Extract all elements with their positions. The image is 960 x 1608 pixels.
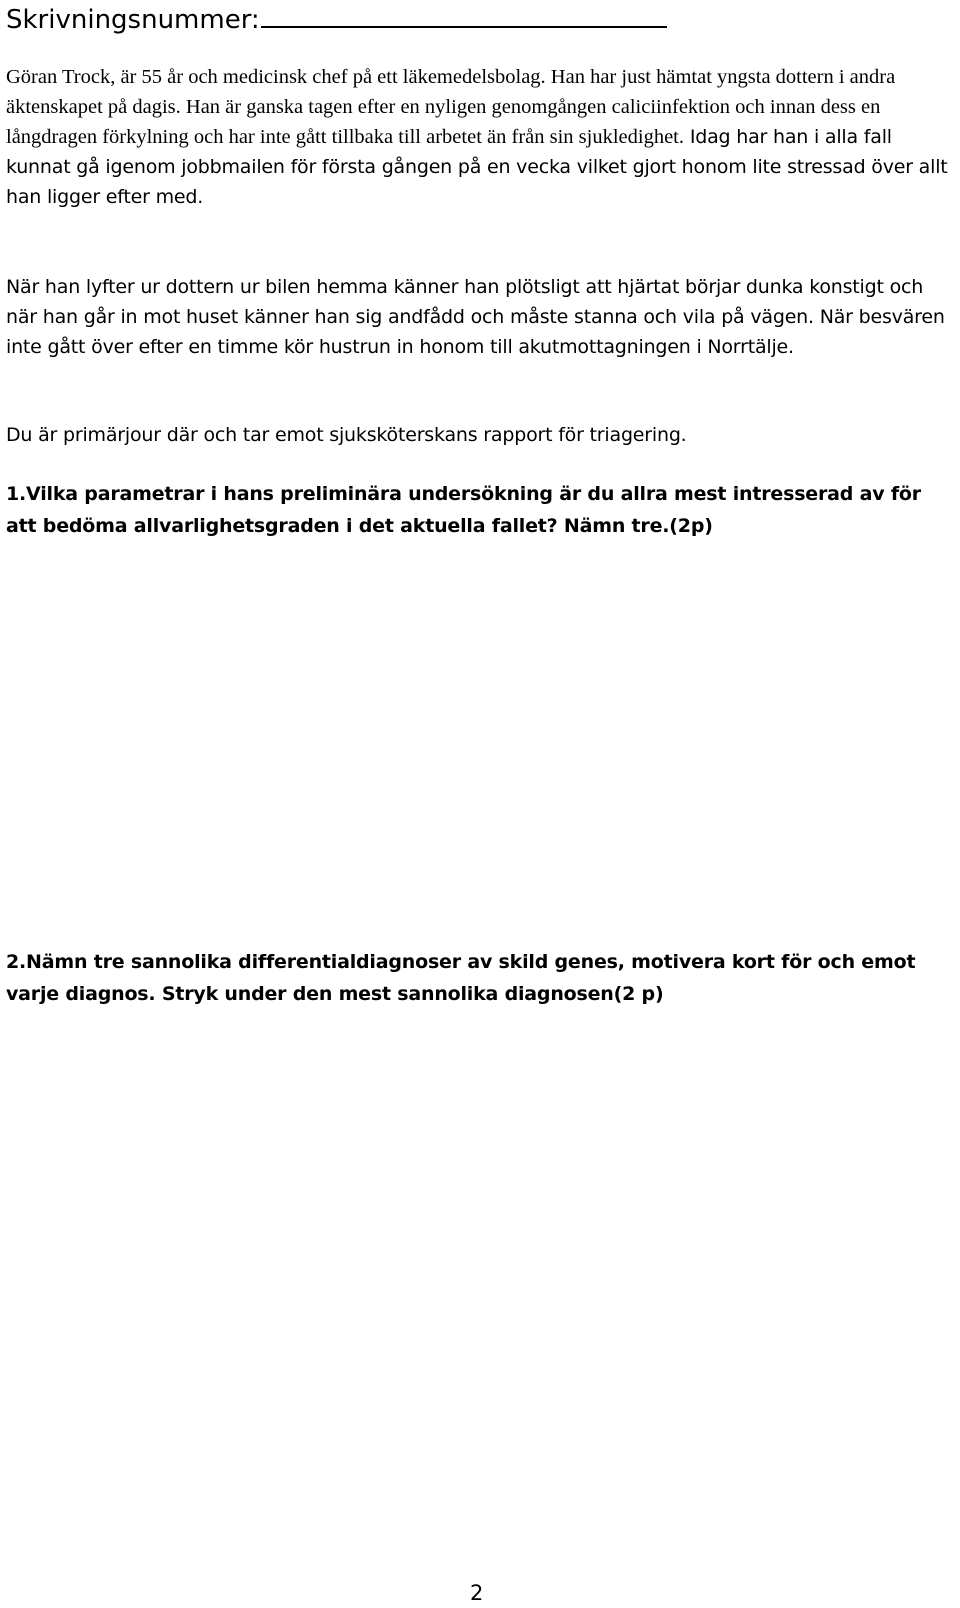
- exam-number-label: Skrivningsnummer:: [6, 5, 260, 35]
- question-2: 2.Nämn tre sannolika differentialdiagnoser av skild genes, motivera kort för och emot varje diagnos. Stryk under den mest sannolika diagnosen(2 p): [6, 951, 916, 1005]
- question-1: 1.Vilka parametrar i hans preliminära undersökning är du allra mest intresserad av för att bedöma allvarlighetsgraden i det aktuella fallet? Nämn tre.(2p): [6, 483, 921, 537]
- page-number: 2: [470, 1581, 484, 1605]
- exam-number-blank-line[interactable]: [261, 2, 667, 28]
- case-paragraph-1: [6, 62, 956, 212]
- case-paragraph-3: Du är primärjour där och tar emot sjuksköterskans rapport för triagering.: [6, 424, 687, 446]
- case-paragraph-2: När han lyfter ur dottern ur bilen hemma känner han plötsligt att hjärtat börjar dunka konstigt och när han går in mot huset känner han sig andfådd och måste stanna och vila på vägen. När besvären inte gått över efter en timme kör hustrun in honom till akutmottagningen i Norrtälje.: [6, 276, 945, 358]
- case-paragraph-1-sans-text: Idag har han i alla fall kunnat gå igenom jobbmailen för första gången på en vecka vilket gjort honom lite stressad över allt han ligger efter med.: [6, 126, 948, 208]
- exam-number-header: [6, 2, 667, 36]
- case-paragraph-1-serif-text: Göran Trock, är 55 år och medicinsk chef på ett läkemedelsbolag. Han har just hämtat yngsta dottern i andra äktenskapet på dagis. Han är ganska tagen efter en nyligen genomgången caliciinfektion och innan dess en långdragen förkylning och har inte gått tillbaka till arbetet än från sin sjukledighet.: [6, 66, 896, 148]
